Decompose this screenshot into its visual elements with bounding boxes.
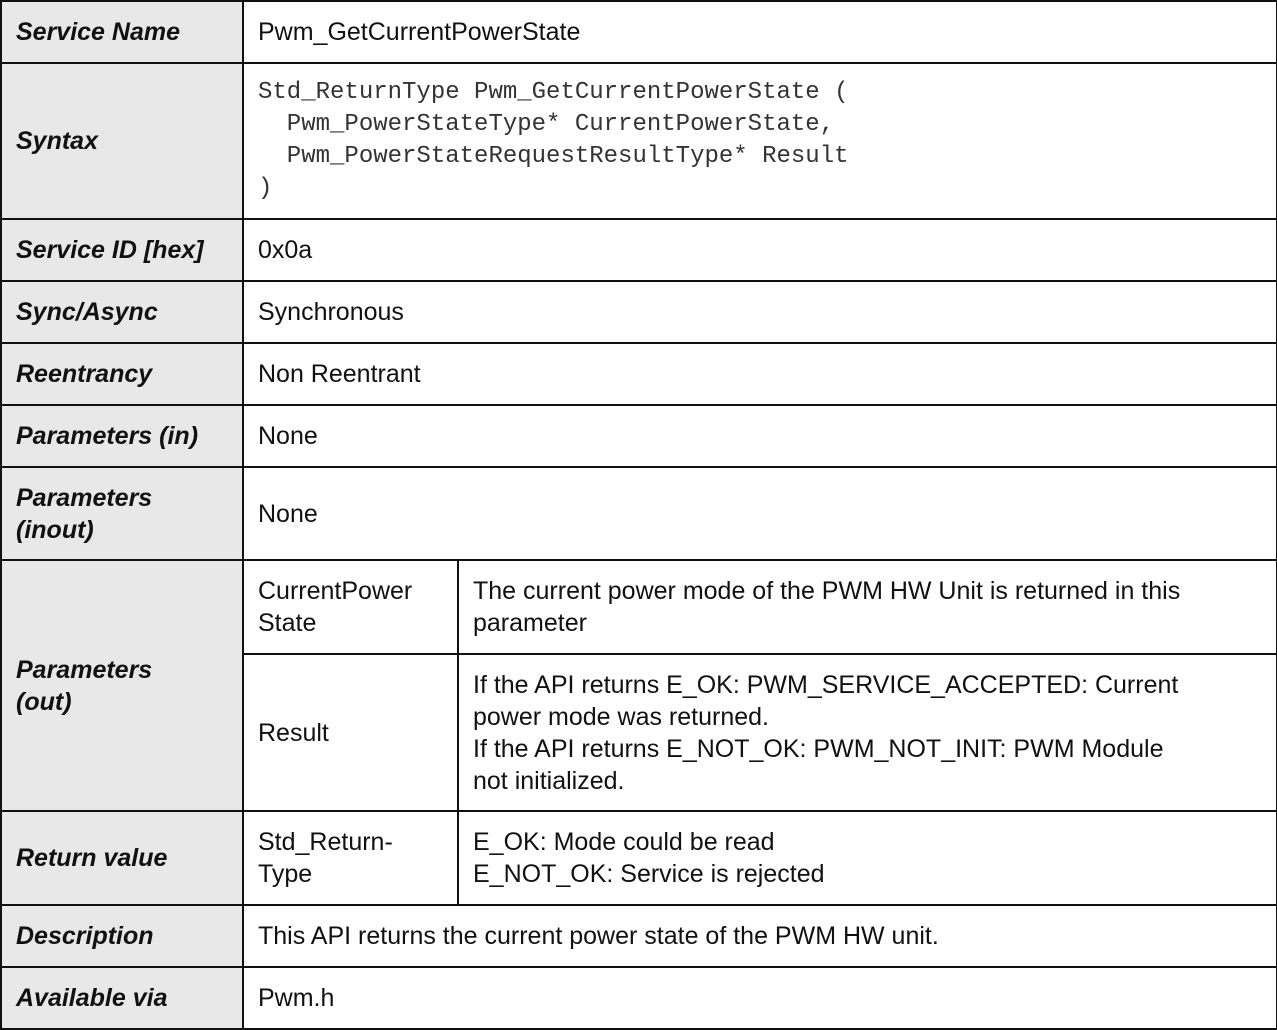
param-desc-result — [458, 654, 1277, 811]
row-reentrancy — [1, 343, 1277, 405]
reentrancy-label: Reentrancy — [1, 343, 243, 405]
sync-async-value: Synchronous — [243, 281, 1277, 343]
service-id-value: 0x0a — [243, 219, 1277, 281]
return-desc-line: E_NOT_OK: Service is rejected — [473, 860, 825, 888]
row-syntax — [1, 63, 1277, 219]
return-desc — [458, 811, 1277, 905]
return-type-line: Type — [258, 860, 313, 888]
available-via-value: Pwm.h — [243, 967, 1277, 1029]
syntax-line: Pwm_PowerStateType* CurrentPowerState, — [258, 111, 835, 138]
parameters-out-label — [1, 560, 243, 811]
param-desc-line: parameter — [473, 609, 587, 637]
row-parameters-out-current — [1, 560, 1277, 654]
syntax-label: Syntax — [1, 63, 243, 219]
row-sync-async — [1, 281, 1277, 343]
row-description — [1, 905, 1277, 967]
parameters-inout-label — [1, 467, 243, 560]
service-name-label: Service Name — [1, 1, 243, 63]
syntax-code — [243, 63, 1277, 219]
service-name-value: Pwm_GetCurrentPowerState — [243, 1, 1277, 63]
label-line: (inout) — [16, 515, 94, 544]
row-service-name — [1, 1, 1277, 63]
description-value: This API returns the current power state of the PWM HW unit. — [243, 905, 1277, 967]
row-parameters-in — [1, 405, 1277, 467]
return-value-label: Return value — [1, 811, 243, 905]
syntax-line: Std_ReturnType Pwm_GetCurrentPowerState ( — [258, 79, 849, 106]
param-name-line: State — [258, 609, 317, 637]
param-desc-line: not initialized. — [473, 766, 625, 795]
param-desc-line: power mode was returned. — [473, 702, 769, 731]
syntax-line: Pwm_PowerStateRequestResultType* Result — [258, 143, 849, 170]
sync-async-label: Sync/Async — [1, 281, 243, 343]
param-desc-line: If the API returns E_OK: PWM_SERVICE_ACCEPTED: Current — [473, 670, 1179, 699]
label-line: (out) — [16, 687, 72, 716]
param-name-current-power-state — [243, 560, 458, 654]
parameters-inout-value: None — [243, 467, 1277, 560]
return-desc-line: E_OK: Mode could be read — [473, 828, 775, 856]
row-return-value — [1, 811, 1277, 905]
param-name-result: Result — [243, 654, 458, 811]
param-desc-line: If the API returns E_NOT_OK: PWM_NOT_INIT: PWM Module — [473, 734, 1164, 763]
param-desc-current-power-state — [458, 560, 1277, 654]
service-id-label: Service ID [hex] — [1, 219, 243, 281]
syntax-line: ) — [258, 175, 273, 202]
label-line: Parameters — [16, 483, 153, 512]
row-parameters-inout — [1, 467, 1277, 560]
parameters-in-value: None — [243, 405, 1277, 467]
param-name-line: CurrentPower — [258, 577, 413, 605]
return-type — [243, 811, 458, 905]
param-desc-line: The current power mode of the PWM HW Unit is returned in this — [473, 577, 1181, 605]
row-service-id — [1, 219, 1277, 281]
return-type-line: Std_Return- — [258, 828, 393, 856]
available-via-label: Available via — [1, 967, 243, 1029]
reentrancy-value: Non Reentrant — [243, 343, 1277, 405]
description-label: Description — [1, 905, 243, 967]
label-line: Parameters — [16, 655, 153, 684]
parameters-in-label: Parameters (in) — [1, 405, 243, 467]
row-available-via — [1, 967, 1277, 1029]
